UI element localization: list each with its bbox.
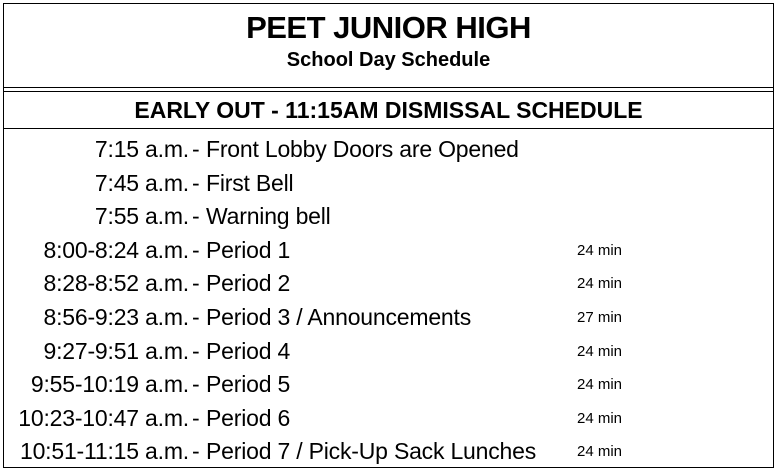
row-event: Period 2 <box>206 270 291 297</box>
row-event: First Bell <box>206 169 294 196</box>
schedule-row <box>4 435 773 469</box>
row-time: 7:15 a.m. <box>94 136 189 162</box>
row-duration: 24 min <box>577 443 623 461</box>
row-dash: - <box>192 303 200 330</box>
schedule-row <box>4 133 773 167</box>
row-event: Period 7 / Pick-Up Sack Lunches <box>206 438 537 465</box>
row-event: Period 1 <box>206 236 291 263</box>
row-event: Period 5 <box>206 371 291 398</box>
row-dash: - <box>192 203 200 230</box>
row-time: 9:55-10:19 a.m. <box>30 371 189 398</box>
row-dash: - <box>192 169 200 196</box>
row-time: 10:51-11:15 a.m. <box>20 438 189 465</box>
row-time: 8:28-8:52 a.m. <box>43 270 189 297</box>
row-time: 8:56-9:23 a.m. <box>43 303 189 330</box>
row-event: Period 6 <box>206 404 291 431</box>
row-dash: - <box>192 136 200 162</box>
row-time: 8:00-8:24 a.m. <box>43 236 189 263</box>
schedule-row <box>4 267 773 301</box>
row-event: Period 3 / Announcements <box>206 303 471 330</box>
schedule-list <box>4 129 773 469</box>
schedule-row <box>4 402 773 436</box>
schedule-banner: EARLY OUT - 11:15AM DISMISSAL SCHEDULE <box>4 91 773 129</box>
schedule-row <box>4 234 773 268</box>
schedule-subtitle: School Day Schedule <box>286 49 491 71</box>
row-dash: - <box>192 337 200 364</box>
schedule-row <box>4 335 773 369</box>
row-time: 7:55 a.m. <box>94 203 189 230</box>
row-duration: 24 min <box>577 376 623 394</box>
row-duration: 24 min <box>577 409 623 427</box>
row-duration: 24 min <box>577 342 623 360</box>
row-dash: - <box>192 371 200 398</box>
row-time: 7:45 a.m. <box>94 169 189 196</box>
row-dash: - <box>192 438 200 465</box>
row-event: Warning bell <box>206 203 331 230</box>
schedule-row <box>4 368 773 402</box>
schedule-row <box>4 301 773 335</box>
row-time: 9:27-9:51 a.m. <box>43 337 189 364</box>
school-name: PEET JUNIOR HIGH <box>246 10 531 45</box>
row-duration: 27 min <box>577 308 623 326</box>
row-duration: 24 min <box>577 275 623 293</box>
row-time: 10:23-10:47 a.m. <box>18 404 189 431</box>
document-header <box>4 4 773 88</box>
row-event: Front Lobby Doors are Opened <box>206 136 519 162</box>
schedule-row <box>4 200 773 234</box>
schedule-document <box>3 3 774 468</box>
row-event: Period 4 <box>206 337 291 364</box>
row-duration: 24 min <box>577 241 623 259</box>
schedule-row <box>4 167 773 201</box>
row-dash: - <box>192 404 200 431</box>
row-dash: - <box>192 236 200 263</box>
row-dash: - <box>192 270 200 297</box>
